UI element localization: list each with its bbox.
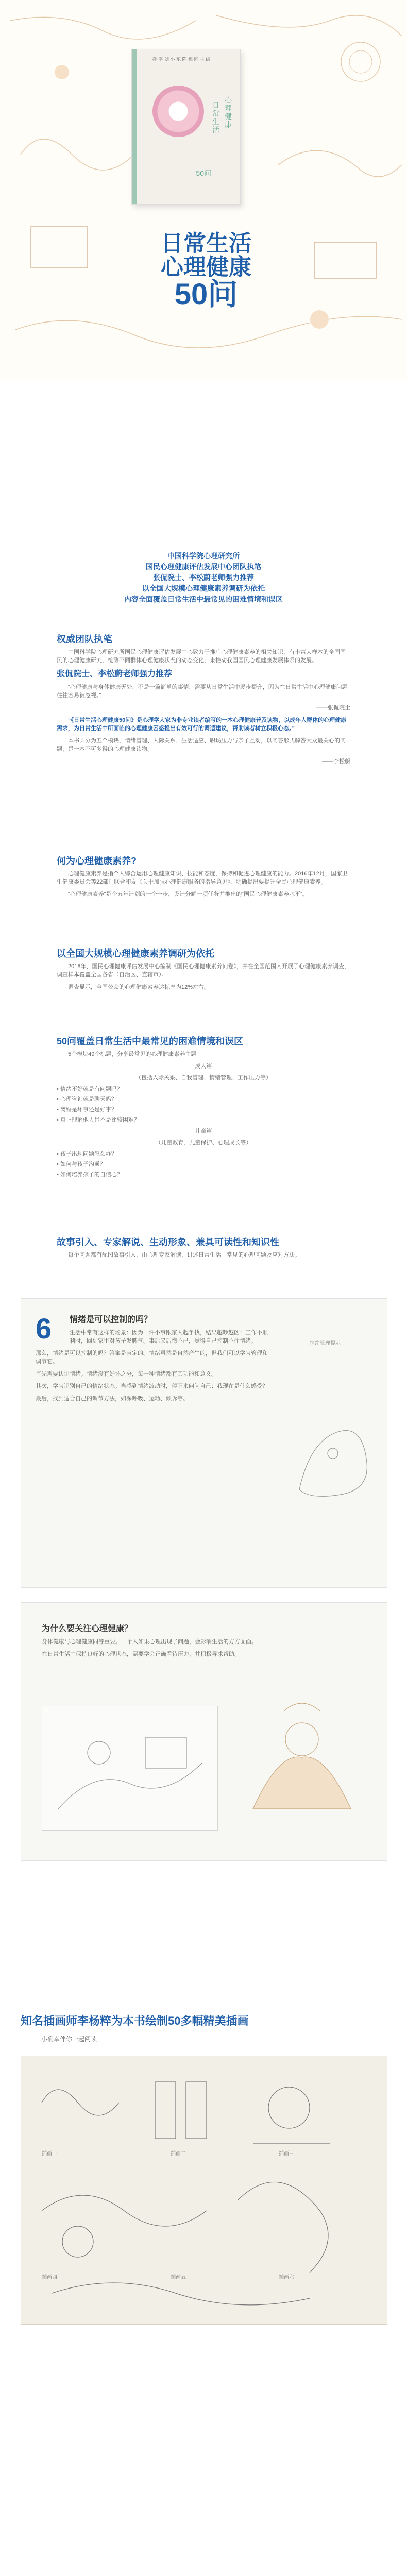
title-line-1: 日常生活 xyxy=(161,231,251,256)
section-authority xyxy=(57,634,350,770)
title-line-2: 心理健康 xyxy=(161,255,251,280)
section-paragraph: 每个问题都有配图故事引入，由心理专家解读，讲述日常生活中常见的心理问题及应对方法。 xyxy=(68,1252,300,1258)
question-item: • 如何与孩子沟通？ xyxy=(57,1161,106,1167)
page-sketch-illustration xyxy=(238,1690,366,1824)
book-page-scan-2 xyxy=(21,1602,387,1861)
quote-paragraph-highlight: “《日常生活心理健康50问》是心理学大家为非专业读者编写的一本心理健康普及读物，以成年人群体的心理健康需求，为日常生活中所面临的心理健康困惑提出有效可行的调适建议，帮助读者树立积极心态。” xyxy=(57,717,347,732)
illustration-panel-label: 插画五 xyxy=(171,2275,186,2280)
hero-section xyxy=(0,0,407,381)
intro-line: 内容全面覆盖日常生活中最常见的困难情境和误区 xyxy=(124,595,283,603)
quote-signature: ——李松蔚 xyxy=(322,758,350,765)
book-side-title: 心理健康 xyxy=(225,96,232,129)
sub-heading-text: （包括人际关系、自我管理、情绪管理、工作压力等） xyxy=(135,1075,272,1081)
illustration-panel-label: 插画三 xyxy=(279,2151,294,2157)
question-item: • 情绪不好就是有问题吗？ xyxy=(57,1086,123,1092)
section-title: 何为心理健康素养? xyxy=(57,856,137,866)
section-paragraph: “心理健康素养”是个五年计划的一个一步，设计分解一项任务并推出的“国民心理健康素养水平”。 xyxy=(68,891,308,897)
page-text: 生活中常有这样的场景：因为一件小事跟家人起争执，结果越吵越凶；工作不顺利时，回到家里对孩子发脾气。事后又后悔不已，觉得自己控制不住情绪。 xyxy=(70,1330,268,1344)
question-item: • 如何培养孩子的自信心？ xyxy=(57,1172,123,1178)
page-text: 其次，学习识别自己的情绪状态。当感到情绪波动时，停下来问问自己：我现在是什么感受？ xyxy=(36,1383,268,1389)
intro-line: 以全国大规模心理健康素养调研为依托 xyxy=(142,584,265,592)
book-side-title-2: 日常生活 xyxy=(212,101,219,134)
illustration-panel-label: 插画六 xyxy=(279,2275,294,2280)
page-sketch-panel xyxy=(42,1706,218,1831)
page-heading: 为什么要关注心理健康？ xyxy=(42,1624,133,1633)
section-title: 权威团队执笔 xyxy=(57,634,112,645)
section-survey xyxy=(57,948,350,995)
section-paragraph: 心理健康素养是指个人综合运用心理健康知识、技能和态度，保持和促进心理健康的能力。2016年12月，国家卫生健康委员会等22部门联合印发《关于加强心理健康服务的指导意见》，明确提出要提升全民心理健康素养。 xyxy=(57,871,348,885)
page-margin-note: 情绪管理提示 xyxy=(310,1341,341,1346)
book-authors: 孙 平 刘 小 东 陈 福 同 主 编 xyxy=(152,57,211,62)
intro-highlights xyxy=(57,551,350,605)
page-text: 首先需要认识情绪。情绪没有好坏之分，每一种情绪都有其功能和意义。 xyxy=(36,1371,217,1377)
book-series: 50问 xyxy=(196,169,211,177)
section-title: 故事引入、专家解说、生动形象、兼具可读性和知识性 xyxy=(57,1237,279,1247)
question-item: • 真正理解他人是不是比较困难？ xyxy=(57,1117,140,1123)
title-line-3: 50问 xyxy=(174,278,238,311)
section-title: 50问覆盖日常生活中最常见的困难情境和误区 xyxy=(57,1036,244,1046)
section-intro: 5个模块49个标题，分享最常见的心理健康素养主题 xyxy=(68,1051,197,1057)
page-heading: 情绪是可以控制的吗？ xyxy=(70,1315,152,1324)
sub-heading: 成人篇 xyxy=(195,1063,212,1070)
book-page-scan-1 xyxy=(21,1298,387,1588)
quote-signature: ——张侃院士 xyxy=(316,705,350,711)
sub-heading: 儿童篇 xyxy=(195,1128,212,1134)
page-text: 那么，情绪是可以控制的吗？答案是肯定的。情绪虽然是自然产生的，但我们可以学习管理和调节它。 xyxy=(36,1350,268,1365)
quote-paragraph: 本书共分为五个模块，情绪管理、人际关系、生活适应、职场压力与亲子互动，以问答形式解答大众最关心的问题，是一本不可多得的心理健康读物。 xyxy=(57,738,346,752)
quote-paragraph: “心理健康与身体健康无处，不是一篇简单的事情，需要从日常生活中逐步提升，因为在日常生活中心理健康问题往往容易被忽视。” xyxy=(57,684,348,699)
illustration-panel-label: 插画四 xyxy=(42,2275,57,2280)
book-page-content xyxy=(36,1314,273,1407)
illustration-subtitle: 小确幸伴你一起阅读 xyxy=(41,2036,97,2043)
intro-line: 中国科学院心理研究所 xyxy=(167,552,240,560)
section-paragraph: 2018年，国民心理健康评估发展中心编制《国民心理健康素养问卷》，并在全国范围内开展了心理健康素养调查，调查样本覆盖全国各省（自治区、直辖市）。 xyxy=(57,963,350,978)
book-spine xyxy=(132,49,137,204)
illustration-sketches xyxy=(21,2056,387,2324)
page-text: 身体健康与心理健康同等重要。一个人如果心理出现了问题，会影响生活的方方面面。 xyxy=(42,1639,257,1645)
section-paragraph: 调查显示，全国公众的心理健康素养达标率为12%左右。 xyxy=(68,984,210,990)
page-sketch-illustration xyxy=(289,1412,377,1500)
intro-line: 国民心理健康评估发展中心团队执笔 xyxy=(146,563,261,571)
section-paragraph: 中国科学院心理研究所国民心理健康评估发展中心致力于推广心理健康素养的相关知识，有丰富大样本的全国国民的心理健康研究，检测不同群体心理健康状况的动态变化，来推动我国国民心理健康发展体系的发展。 xyxy=(57,649,346,664)
section-story-features xyxy=(57,1236,350,1263)
section-literacy xyxy=(57,855,350,903)
page-text: 最后，找到适合自己的调节方法，如深呼吸、运动、倾诉等。 xyxy=(36,1396,189,1402)
book-cover xyxy=(131,49,241,205)
illustration-panel-label: 插画一 xyxy=(42,2151,57,2157)
section-fifty-questions xyxy=(57,1036,350,1181)
intro-line: 张侃院士、李松蔚老师强力推荐 xyxy=(153,573,254,582)
sub-heading-text: （儿童教育、儿童保护、心理成长等） xyxy=(155,1140,252,1146)
recommend-title: 张侃院士、李松蔚老师强力推荐 xyxy=(57,670,173,679)
page-title xyxy=(144,232,268,310)
question-item: • 心理咨询就是聊天吗？ xyxy=(57,1096,117,1103)
illustration-title: 知名插画师李杨粹为本书绘制50多幅精美插画 xyxy=(21,2014,249,2027)
question-item: • 孩子出现问题怎么办？ xyxy=(57,1151,117,1157)
illustration-gallery xyxy=(21,2056,387,2325)
section-title: 以全国大规模心理健康素养调研为依托 xyxy=(57,948,214,959)
page-text: 在日常生活中保持良好的心理状态，需要学会正确看待压力，并积极寻求帮助。 xyxy=(42,1651,240,1657)
page-number-dropcap: 6 xyxy=(36,1312,52,1345)
book-page-content xyxy=(42,1623,330,1663)
illustration-panel-label: 插画二 xyxy=(171,2151,186,2157)
question-item: • 离婚是坏事还是好事？ xyxy=(57,1107,117,1113)
book-badge: 50 xyxy=(169,106,181,117)
